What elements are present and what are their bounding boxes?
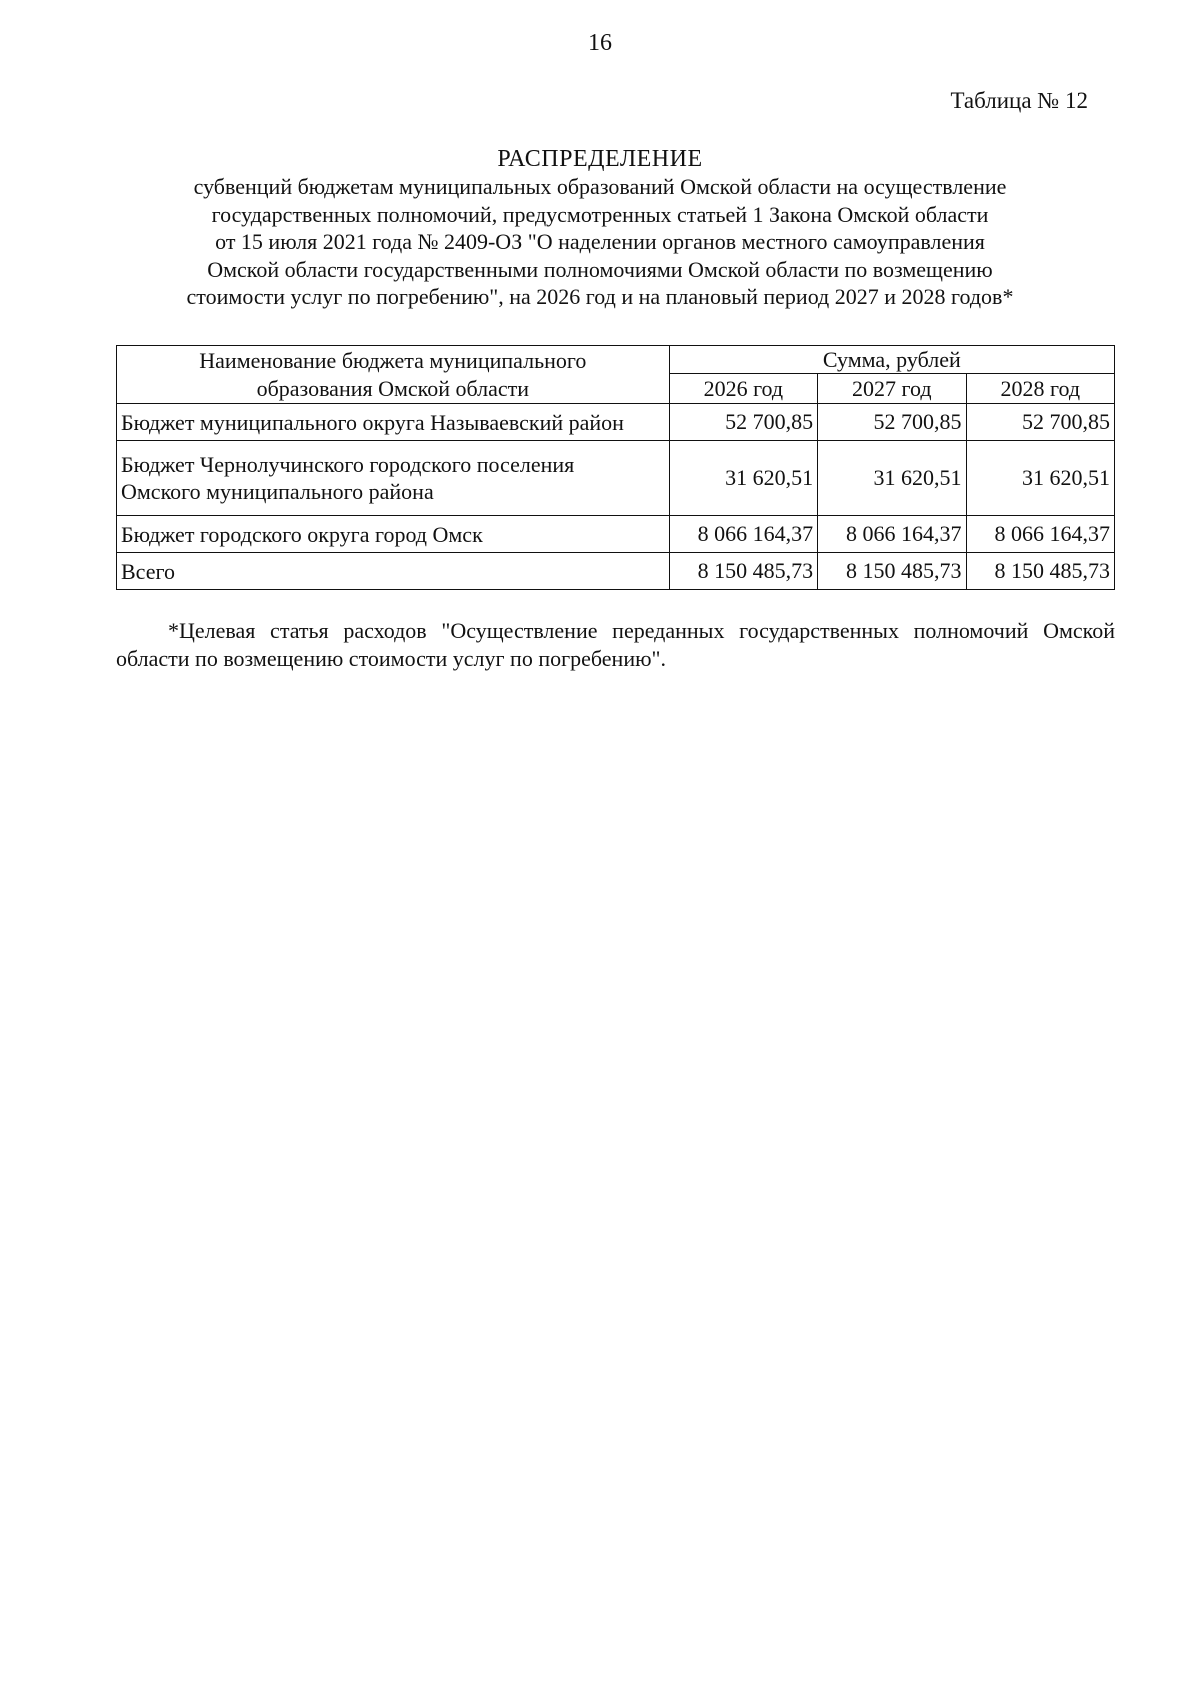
budget-name-line: Бюджет муниципального округа Называевский район bbox=[121, 409, 624, 435]
table-label: Таблица № 12 bbox=[950, 88, 1088, 113]
budget-name-cell bbox=[117, 516, 670, 553]
page-number: 16 bbox=[588, 30, 612, 56]
sum-column-header: Сумма, рублей bbox=[669, 346, 1114, 374]
budget-name-line: Бюджет городского округа город Омск bbox=[121, 521, 483, 547]
total-cell-2028: 8 150 485,73 bbox=[966, 553, 1114, 590]
budget-name-line: Бюджет Чернолучинского городского поселения bbox=[121, 452, 575, 477]
budget-table bbox=[116, 345, 1115, 590]
table-row bbox=[117, 516, 1115, 553]
document-subtitle bbox=[150, 173, 1050, 311]
document-title: РАСПРЕДЕЛЕНИЕ bbox=[497, 146, 703, 172]
amount-cell-2026: 52 700,85 bbox=[669, 404, 817, 441]
total-label: Всего bbox=[121, 558, 175, 584]
amount-cell-2026: 31 620,51 bbox=[669, 441, 817, 516]
budget-name-cell bbox=[117, 441, 670, 516]
name-column-header bbox=[117, 346, 670, 404]
total-cell-2027: 8 150 485,73 bbox=[818, 553, 966, 590]
footnote: *Целевая статья расходов "Осуществление переданных государственных полномочий Омской области по возмещению стоимости услуг по погребению". bbox=[116, 618, 1115, 671]
table-header-row bbox=[117, 346, 1115, 374]
name-header-line: образования Омской области bbox=[256, 375, 530, 401]
year-header-2027: 2027 год bbox=[818, 374, 966, 404]
budget-name-line: Омского муниципального района bbox=[121, 479, 434, 504]
name-header-line: Наименование бюджета муниципального bbox=[199, 347, 587, 373]
total-cell-2026: 8 150 485,73 bbox=[669, 553, 817, 590]
subtitle-line: субвенций бюджетам муниципальных образований Омской области на осуществление bbox=[193, 174, 1007, 199]
amount-cell-2028: 8 066 164,37 bbox=[966, 516, 1114, 553]
subtitle-line: стоимости услуг по погребению", на 2026 год и на плановый период 2027 и 2028 годов* bbox=[186, 284, 1014, 309]
subtitle-line: от 15 июля 2021 года № 2409-ОЗ "О наделении органов местного самоуправления bbox=[215, 229, 985, 254]
budget-name-cell bbox=[117, 404, 670, 441]
total-label-cell bbox=[117, 553, 670, 590]
amount-cell-2027: 31 620,51 bbox=[818, 441, 966, 516]
table-total-row bbox=[117, 553, 1115, 590]
subtitle-line: государственных полномочий, предусмотренных статьей 1 Закона Омской области bbox=[211, 201, 989, 227]
amount-cell-2028: 52 700,85 bbox=[966, 404, 1114, 441]
year-header-2028: 2028 год bbox=[966, 374, 1114, 404]
subtitle-line: Омской области государственными полномочиями Омской области по возмещению bbox=[207, 256, 993, 282]
amount-cell-2028: 31 620,51 bbox=[966, 441, 1114, 516]
table-row bbox=[117, 441, 1115, 516]
amount-cell-2027: 52 700,85 bbox=[818, 404, 966, 441]
amount-cell-2026: 8 066 164,37 bbox=[669, 516, 817, 553]
amount-cell-2027: 8 066 164,37 bbox=[818, 516, 966, 553]
year-header-2026: 2026 год bbox=[669, 374, 817, 404]
table-row bbox=[117, 404, 1115, 441]
